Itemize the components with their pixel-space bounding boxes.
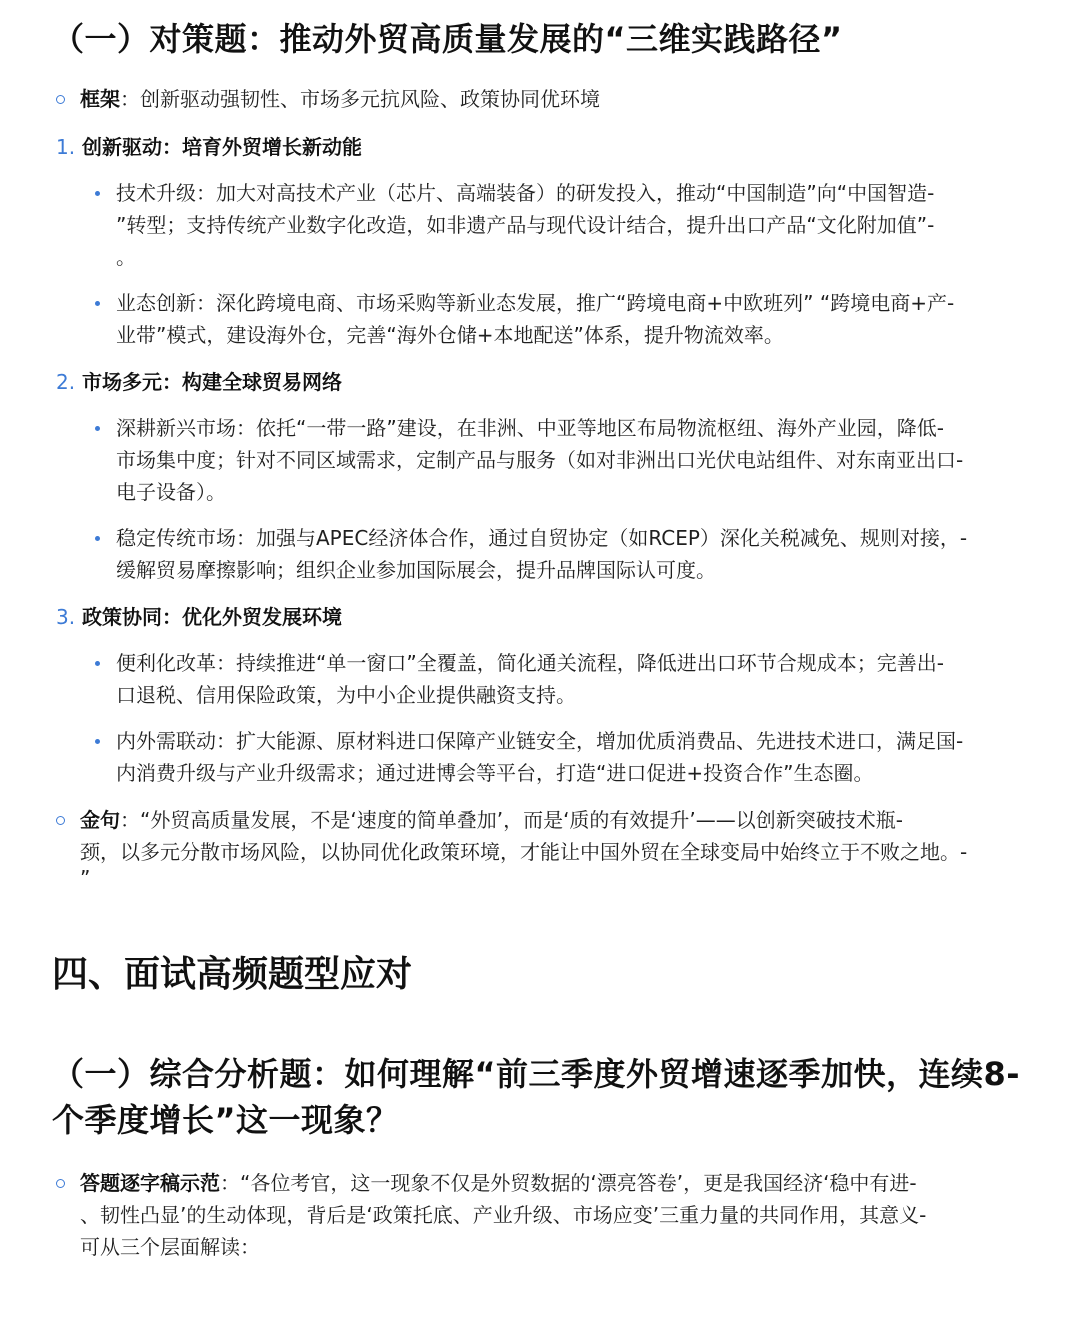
dot-bullet-icon [95,661,100,666]
golden-label: 金句 [80,808,120,832]
point-line: 电子设备）。 [116,480,226,504]
circle-bullet-icon [56,1179,65,1188]
dot-bullet-icon [95,426,100,431]
point-line: 技术升级：加大对高技术产业（芯片、高端装备）的研发投入，推动“中国制造”向“中国智造- [116,181,935,205]
circle-bullet-icon [56,95,65,104]
dot-bullet-icon [95,191,100,196]
point-line: 业带”模式，建设海外仓，完善“海外仓储+本地配送”体系，提升物流效率。 [116,323,784,347]
answer-line: 、韧性凸显’的生动体现，背后是‘政策托底、产业升级、市场应变’三重力量的共同作用，其意义- [80,1203,927,1227]
point-line: 缓解贸易摩擦影响；组织企业参加国际展会，提升品牌国际认可度。 [116,558,716,582]
item-title: 市场多元：构建全球贸易网络 [82,370,342,394]
sub-heading: （一）综合分析题：如何理解“前三季度外贸增速逐季加快，连续8- [52,1055,1021,1093]
section-heading-strategy: （一）对策题：推动外贸高质量发展的“三维实践路径” [52,20,843,58]
answer-line: 可从三个层面解读： [80,1235,260,1259]
point-line: 稳定传统市场：加强与APEC经济体合作，通过自贸协定（如RCEP）深化关税减免、规则对接，- [116,526,968,550]
dot-bullet-icon [95,301,100,306]
point-line: 业态创新：深化跨境电商、市场采购等新业态发展，推广“跨境电商+中欧班列” “跨境电商+产- [116,291,955,315]
point-line: 市场集中度；针对不同区域需求，定制产品与服务（如对非洲出口光伏电站组件、对东南亚出口- [116,448,964,472]
answer-label: 答题逐字稿示范 [80,1171,220,1195]
sub-heading: 个季度增长”这一现象？ [52,1101,399,1139]
point-line: 。 [116,245,136,269]
item-title: 政策协同：优化外贸发展环境 [82,605,342,629]
item-number: 2. [56,370,76,394]
item-number: 3. [56,605,76,629]
answer-text: ：“各位考官，这一现象不仅是外贸数据的‘漂亮答卷’，更是我国经济‘稳中有进- [220,1171,917,1195]
golden-line: ” [80,866,91,890]
framework-label: 框架 [80,87,120,111]
circle-bullet-icon [56,816,65,825]
framework-text: ：创新驱动强韧性、市场多元抗风险、政策协同优环境 [120,87,600,111]
dot-bullet-icon [95,536,100,541]
answer-line [80,1167,917,1199]
section-heading-interview: 四、面试高频题型应对 [52,954,413,995]
item-title: 创新驱动：培育外贸增长新动能 [82,135,362,159]
point-line: 深耕新兴市场：依托“一带一路”建设，在非洲、中亚等地区布局物流枢纽、海外产业园，降低- [116,416,944,440]
dot-bullet-icon [95,739,100,744]
golden-line: 颈，以多元分散市场风险，以协同优化政策环境，才能让中国外贸在全球变局中始终立于不败之地。- [80,840,968,864]
item-number: 1. [56,135,76,159]
point-line: 内外需联动：扩大能源、原材料进口保障产业链安全，增加优质消费品、先进技术进口，满足国- [116,729,964,753]
point-line: 口退税、信用保险政策，为中小企业提供融资支持。 [116,683,576,707]
golden-line [80,804,903,836]
framework-line [80,83,600,115]
golden-text: ：“外贸高质量发展，不是‘速度的简单叠加’，而是‘质的有效提升’——以创新突破技术瓶- [120,808,904,832]
point-line: 便利化改革：持续推进“单一窗口”全覆盖，简化通关流程，降低进出口环节合规成本；完善出- [116,651,944,675]
point-line: 内消费升级与产业升级需求；通过进博会等平台，打造“进口促进+投资合作”生态圈。 [116,761,874,785]
point-line: ”转型；支持传统产业数字化改造，如非遗产品与现代设计结合，提升出口产品“文化附加值”- [116,213,935,237]
